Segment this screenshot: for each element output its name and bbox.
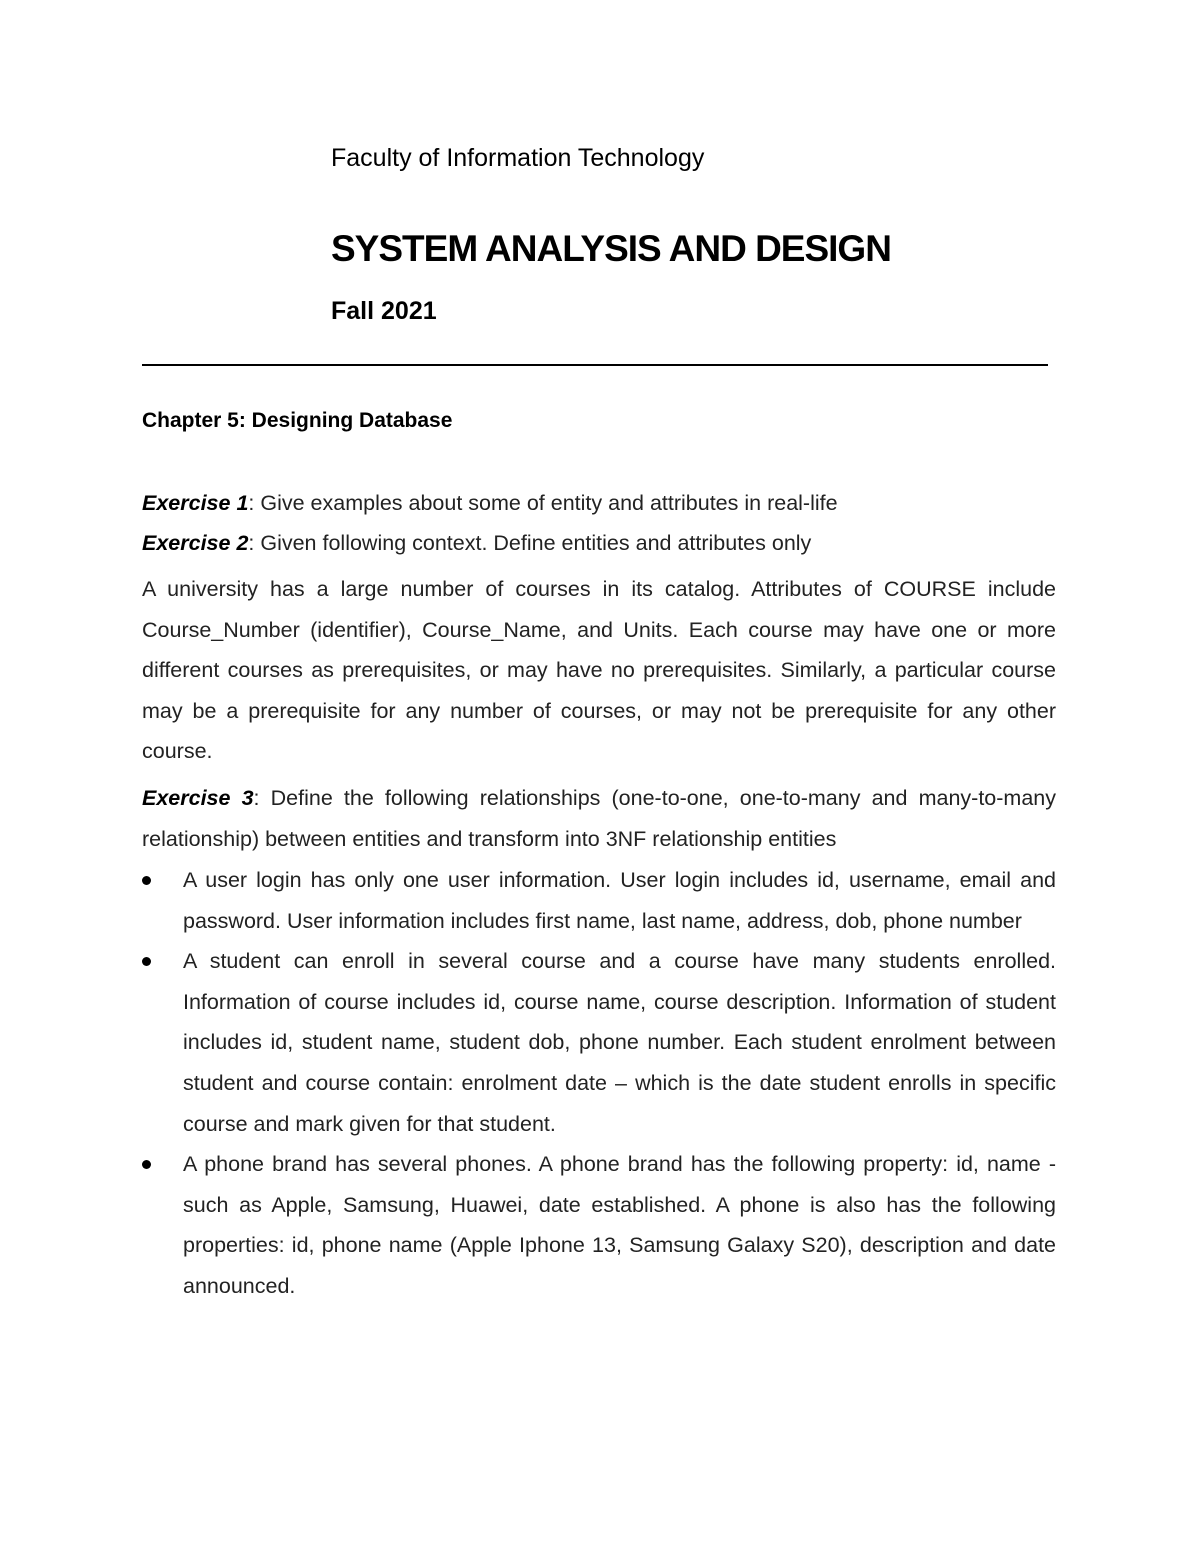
course-title: SYSTEM ANALYSIS AND DESIGN [331, 228, 891, 269]
faculty-name: Faculty of Information Technology [331, 144, 705, 172]
list-item [142, 941, 1056, 1144]
header-divider [142, 364, 1048, 366]
exercise-3 [142, 778, 1056, 859]
term-label: Fall 2021 [331, 297, 437, 325]
exercise-2-label: Exercise 2 [142, 531, 249, 555]
list-item-text: A student can enroll in several course and a course have many students enrolled. Information of course includes id, course name, course description. Information of student includes id, student name, student dob, phone number. Each student enrolment between student and course contain: enrolment date – which is the date student enrolls in specific course and mark given for that student. [183, 949, 1056, 1136]
bullet-icon [142, 957, 151, 966]
list-item [142, 860, 1056, 941]
list-item [142, 1144, 1056, 1306]
chapter-heading: Chapter 5: Designing Database [142, 409, 453, 432]
exercise-1 [142, 483, 1056, 524]
list-item-text: A phone brand has several phones. A phone brand has the following property: id, name - such as Apple, Samsung, Huawei, date established. A phone is also has the following properties: id, phone name (Apple Iphone 13, Samsung Galaxy S20), description and date announced. [183, 1152, 1056, 1298]
bullet-icon [142, 876, 151, 885]
exercise-1-text: : Give examples about some of entity and attributes in real-life [248, 491, 838, 515]
list-item-text: A user login has only one user information. User login includes id, username, email and password. User information includes first name, last name, address, dob, phone number [183, 868, 1056, 933]
relationship-list [142, 860, 1056, 1307]
exercise-2 [142, 523, 1056, 564]
bullet-icon [142, 1160, 151, 1169]
exercise-2-text: : Given following context. Define entities and attributes only [248, 531, 812, 555]
exercise-2-context: A university has a large number of courses in its catalog. Attributes of COURSE include Course_Number (identifier), Course_Name, and Units. Each course may have one or more different courses as prerequisites, or may have no prerequisites. Similarly, a particular course may be a prerequisite for any number of courses, or may not be prerequisite for any other course. [142, 577, 1056, 764]
exercise-3-text: : Define the following relationships (one-to-one, one-to-many and many-to-many relationship) between entities and transform into 3NF relationship entities [142, 786, 1056, 851]
exercise-3-label: Exercise 3 [142, 786, 254, 810]
exercise-1-label: Exercise 1 [142, 491, 249, 515]
